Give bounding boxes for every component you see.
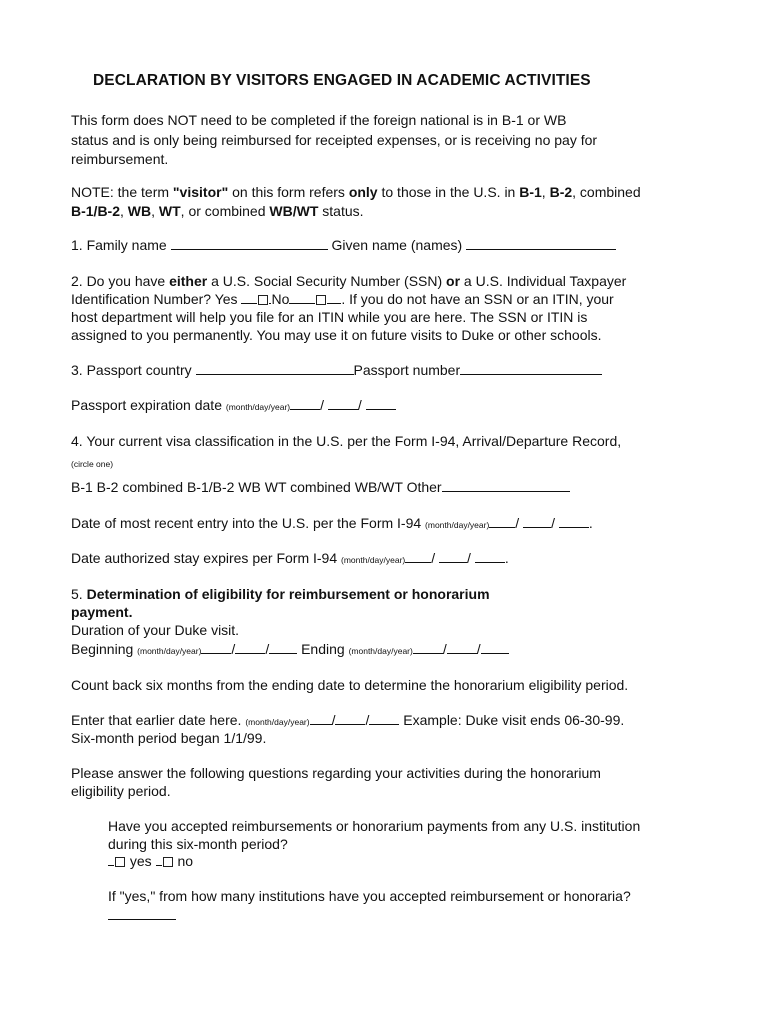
q5-heading: payment. [71, 604, 133, 620]
date-hint: (month/day/year) [425, 520, 490, 530]
accepted-yes-checkbox[interactable] [115, 857, 125, 867]
ssn-no-blank [327, 291, 341, 304]
begin-month-field[interactable] [201, 641, 231, 654]
intro-line-1: This form does NOT need to be completed if the foreign national is in B-1 or WB [71, 112, 567, 128]
note-visitor-term: "visitor" [172, 184, 229, 200]
beginning-label: Beginning [71, 641, 134, 657]
intro-line-3: reimbursement. [71, 151, 169, 167]
family-name-field[interactable] [171, 237, 328, 250]
note-text: on this form refers [228, 184, 349, 200]
how-many-answer-line [108, 906, 176, 924]
note-wb: WB [127, 203, 152, 219]
note-line-2 [71, 202, 364, 220]
earlier-month-field[interactable] [310, 712, 332, 725]
q2-text: 2. Do you have [71, 273, 170, 289]
end-day-field[interactable] [447, 641, 477, 654]
expiration-day-field[interactable] [328, 397, 358, 410]
begin-year-field[interactable] [269, 641, 297, 654]
q5-heading-line-2 [71, 603, 132, 621]
note-text: NOTE: the term [71, 184, 173, 200]
note-b1: B-1 [519, 184, 542, 200]
q5-heading: Determination of eligibility for reimbursement or honorarium [86, 586, 490, 602]
date-hint: (month/day/year) [245, 717, 310, 727]
q2-line-3: host department will help you file for an ITIN while you are here. The SSN or ITIN is [71, 309, 588, 325]
passport-number-label: Passport number [353, 362, 461, 378]
passport-expiration-label: Passport expiration date [71, 397, 222, 413]
q5-heading-line-1 [71, 585, 490, 603]
begin-day-field[interactable] [235, 641, 265, 654]
q2-either: either [169, 273, 208, 289]
q1-line [71, 236, 616, 254]
earlier-day-field[interactable] [335, 712, 365, 725]
accepted-options-line [108, 852, 193, 870]
accepted-question-line-2: during this six-month period? [108, 836, 288, 852]
note-wt: WT [158, 203, 181, 219]
ssn-yes-checkbox[interactable] [258, 295, 268, 305]
circle-one-hint: (circle one) [71, 459, 114, 469]
please-answer-line-2: eligibility period. [71, 783, 171, 799]
q5-number: 5. [71, 586, 87, 602]
passport-number-field[interactable] [460, 362, 602, 375]
stay-expires-line: Date authorized stay expires per Form I-94 (month/day/year) / / . [71, 550, 509, 566]
how-many-line: If "yes," from how many institutions have you accepted reimbursement or honoraria? [108, 888, 631, 904]
q2-text: a U.S. Social Security Number (SSN) [207, 273, 447, 289]
visa-other-field[interactable] [442, 479, 570, 492]
entry-date-line: Date of most recent entry into the U.S. per the Form I-94 (month/day/year) / / . [71, 515, 593, 531]
example-text: Example: Duke visit ends 06-30-99. [403, 712, 625, 728]
passport-expiration-line: Passport expiration date (month/day/year) / / [71, 396, 396, 416]
note-text: , combined [572, 184, 641, 200]
entry-day-field[interactable] [523, 515, 551, 528]
entry-date-label: Date of most recent entry into the U.S. per the Form I-94 [71, 515, 422, 531]
family-name-label: 1. Family name [71, 237, 167, 253]
note-wbwt: WB/WT [269, 203, 319, 219]
yes-blank [108, 853, 114, 866]
note-b1b2: B-1/B-2 [71, 203, 121, 219]
visa-options[interactable]: B-1 B-2 combined B-1/B-2 WB WT combined WB/WT Other [71, 479, 442, 495]
earlier-date-line: Enter that earlier date here. (month/day/year) / / Example: Duke visit ends 06-30-99. [71, 712, 625, 728]
given-name-label: Given name (names) [331, 237, 463, 253]
q2-no-label: No [271, 291, 290, 307]
accepted-no-checkbox[interactable] [163, 857, 173, 867]
how-many-field[interactable] [108, 907, 176, 920]
given-name-field[interactable] [466, 237, 616, 250]
q3-line [71, 361, 602, 379]
q2-line-4: assigned to you permanently. You may use it on future visits to Duke or other schools. [71, 327, 602, 343]
note-text: , [541, 184, 550, 200]
accepted-no-label: no [177, 853, 194, 869]
visit-dates-line: Beginning (month/day/year) / / Ending (month/day/year) / / [71, 640, 509, 660]
q2-line-2 [71, 290, 614, 308]
stay-expires-label: Date authorized stay expires per Form I-94 [71, 550, 338, 566]
intro-line-2: status and is only being reimbursed for receipted expenses, or is receiving no pay for [71, 132, 598, 148]
no-blank [156, 853, 162, 866]
date-hint: (month/day/year) [341, 555, 406, 565]
visa-options-line [71, 478, 570, 496]
ending-label: Ending [301, 641, 345, 657]
stay-year-field[interactable] [475, 550, 505, 563]
note-b2: B-2 [549, 184, 573, 200]
q2-line-1 [71, 272, 626, 290]
stay-month-field[interactable] [405, 550, 431, 563]
q2-text: a U.S. Individual Taxpayer [460, 273, 627, 289]
note-text: status. [318, 203, 364, 219]
earlier-year-field[interactable] [369, 712, 399, 725]
count-back-line: Count back six months from the ending date to determine the honorarium eligibility period. [71, 677, 629, 693]
duration-line: Duration of your Duke visit. [71, 622, 240, 638]
q2-text: . If you do not have an SSN or an ITIN, your [341, 291, 614, 307]
end-year-field[interactable] [481, 641, 509, 654]
accepted-yes-label: yes [129, 853, 152, 869]
q4-line-1: 4. Your current visa classification in the U.S. per the Form I-94, Arrival/Departure Record, [71, 433, 622, 449]
ssn-yes-blank[interactable] [241, 291, 257, 304]
ssn-no-checkbox[interactable] [316, 295, 326, 305]
passport-country-field[interactable] [196, 362, 354, 375]
entry-year-field[interactable] [559, 515, 589, 528]
date-hint: (month/day/year) [348, 646, 413, 656]
accepted-question-line-1: Have you accepted reimbursements or honorarium payments from any U.S. institution [108, 818, 641, 834]
note-line-1 [71, 183, 641, 201]
stay-day-field[interactable] [439, 550, 467, 563]
passport-country-label: 3. Passport country [71, 362, 192, 378]
note-text: , or combined [180, 203, 270, 219]
end-month-field[interactable] [413, 641, 443, 654]
date-hint: (month/day/year) [225, 402, 291, 412]
note-text: to those in the U.S. in [377, 184, 520, 200]
date-hint: (month/day/year) [137, 646, 202, 656]
q2-yes-label: Identification Number? Yes [71, 291, 238, 307]
q2-or: or [446, 273, 461, 289]
ssn-no-blank[interactable] [289, 291, 315, 304]
entry-month-field[interactable] [489, 515, 515, 528]
six-month-line: Six-month period began 1/1/99. [71, 730, 267, 746]
expiration-month-field[interactable] [290, 397, 320, 410]
please-answer-line-1: Please answer the following questions regarding your activities during the honorarium [71, 765, 601, 781]
note-text: , [120, 203, 128, 219]
note-only: only [348, 184, 378, 200]
expiration-year-field[interactable] [366, 397, 396, 410]
earlier-date-label: Enter that earlier date here. [71, 712, 242, 728]
form-title: DECLARATION BY VISITORS ENGAGED IN ACADEMIC ACTIVITIES [93, 72, 591, 89]
note-text: , [151, 203, 159, 219]
